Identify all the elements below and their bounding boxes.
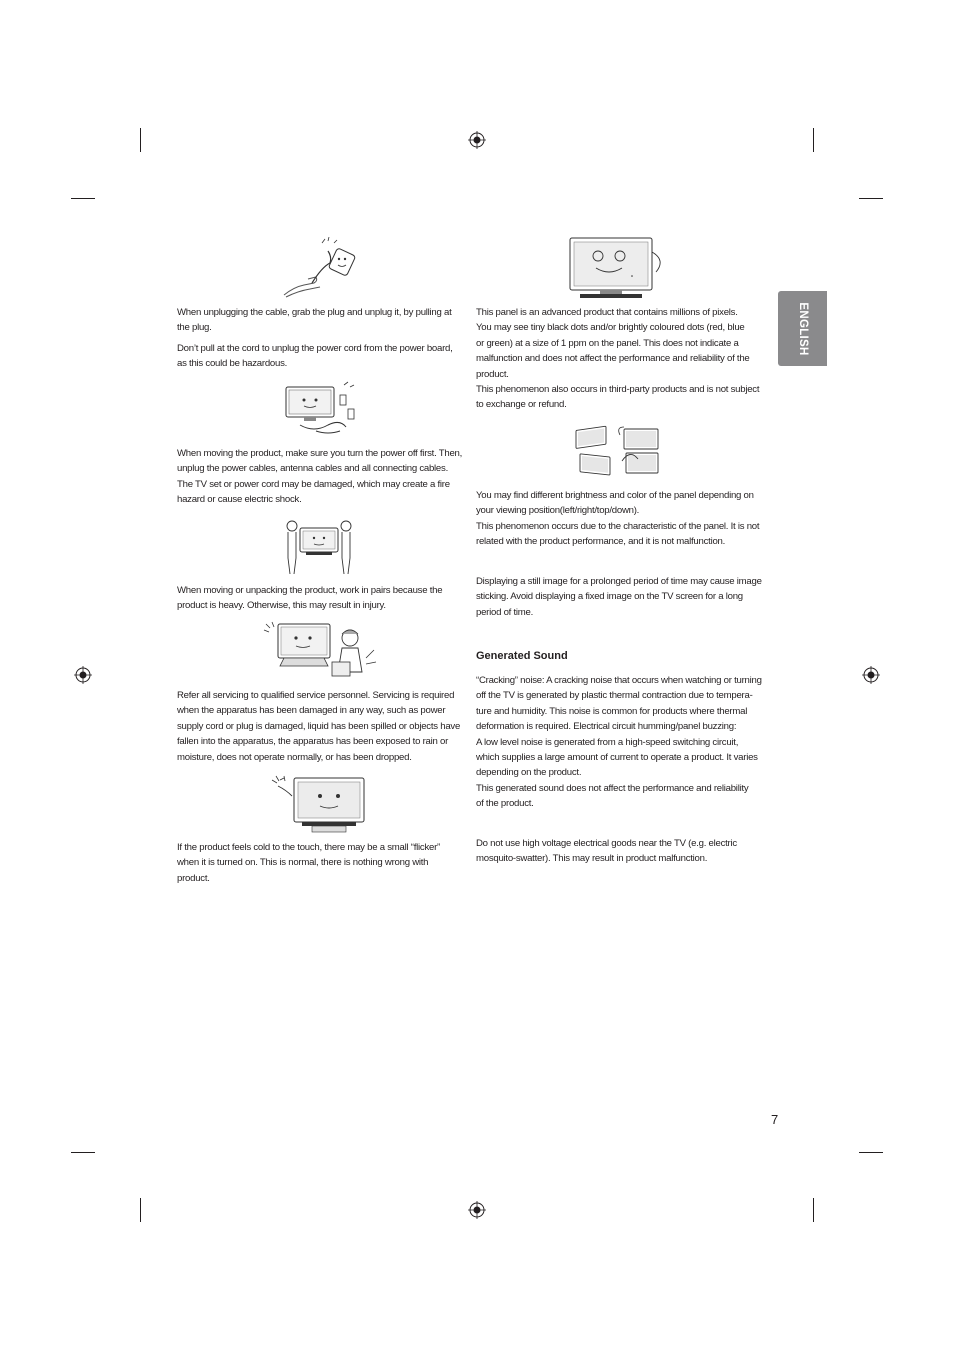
paragraph: When moving or unpacking the product, work in pairs because the product is heavy. Otherwise, this may result in injury. bbox=[177, 585, 443, 612]
registration-mark-icon bbox=[74, 666, 92, 684]
paragraph: When unplugging the cable, grab the plug and unplug it, by pulling at the plug. bbox=[177, 307, 452, 334]
crop-mark bbox=[71, 1152, 95, 1153]
service-technician-tv-illustration bbox=[262, 620, 380, 680]
registration-mark-icon bbox=[468, 1201, 486, 1219]
crop-mark bbox=[140, 128, 141, 152]
paragraph: When moving the product, make sure you turn the power off first. Then, unplug the power cables, antenna cables and all connecting cables. The TV set or power cord may be damaged, which may create a fire hazard or cause electric shock. bbox=[177, 448, 463, 506]
unplug-plug-illustration bbox=[282, 237, 362, 299]
two-people-carrying-tv-illustration bbox=[284, 518, 354, 576]
paragraph: This panel is an advanced product that contains millions of pixels. You may see tiny black dots and/or brightly coloured dots (red, blue or green) at a size of 1 ppm on the panel. This does not indicate a malfunction and does not affect the performance and reliability of the product. This phenomenon also occurs in third-party products and is not subject to exchange or refund. bbox=[476, 307, 760, 411]
crop-mark bbox=[859, 1152, 883, 1153]
paragraph: Displaying a still image for a prolonged period of time may cause image sticking. Avoid displaying a fixed image on the TV screen for a long period of time. bbox=[476, 576, 762, 618]
section-heading: Generated Sound bbox=[476, 650, 568, 662]
page-number: 7 bbox=[771, 1112, 779, 1127]
crop-mark bbox=[71, 198, 95, 199]
registration-mark-icon bbox=[468, 131, 486, 149]
crop-mark bbox=[859, 198, 883, 199]
paragraph: Don’t pull at the cord to unplug the power cord from the power board, as this could be hazardous. bbox=[177, 343, 453, 370]
crop-mark bbox=[813, 128, 814, 152]
paragraph: Do not use high voltage electrical goods near the TV (e.g. electric mosquito-swatter). This may result in product malfunction. bbox=[476, 838, 737, 865]
crop-mark bbox=[813, 1198, 814, 1222]
registration-mark-icon bbox=[862, 666, 880, 684]
paragraph: You may find different brightness and color of the panel depending on your viewing position(left/right/top/down). This phenomenon occurs due to the characteristic of the panel. It is not related with the product performance, and it is not malfunction. bbox=[476, 490, 760, 548]
language-tab bbox=[778, 291, 827, 366]
viewing-angle-tvs-illustration bbox=[572, 425, 664, 477]
crop-mark bbox=[140, 1198, 141, 1222]
tv-pixels-illustration bbox=[566, 236, 668, 302]
paragraph: Refer all servicing to qualified service personnel. Servicing is required when the apparatus has been damaged in any way, such as power supply cord or plug is damaged, liquid has been spilled or objects have fallen into the apparatus, the apparatus has been exposed to rain or moisture, does not operate normally, or has been dropped. bbox=[177, 690, 461, 763]
paragraph: If the product feels cold to the touch, there may be a small “flicker” when it is turned on. This is normal, there is nothing wrong with product. bbox=[177, 842, 440, 884]
unplug-cables-tv-illustration bbox=[280, 381, 362, 437]
paragraph: “Cracking” noise: A cracking noise that occurs when watching or turning off the TV is generated by plastic thermal contraction due to tempera- ture and humidity. This noise is common for products where thermal deformation is required. Electrical circuit humming/panel buzzing: A low level noise is generated from a high-speed switching circuit, which supplies a large amount of current to operate a product. It varies depending on the product. This generated sound does not affect the performance and reliability of the product. bbox=[476, 675, 762, 810]
tv-flicker-illustration bbox=[268, 774, 368, 836]
language-tab-label: ENGLISH bbox=[796, 301, 809, 356]
